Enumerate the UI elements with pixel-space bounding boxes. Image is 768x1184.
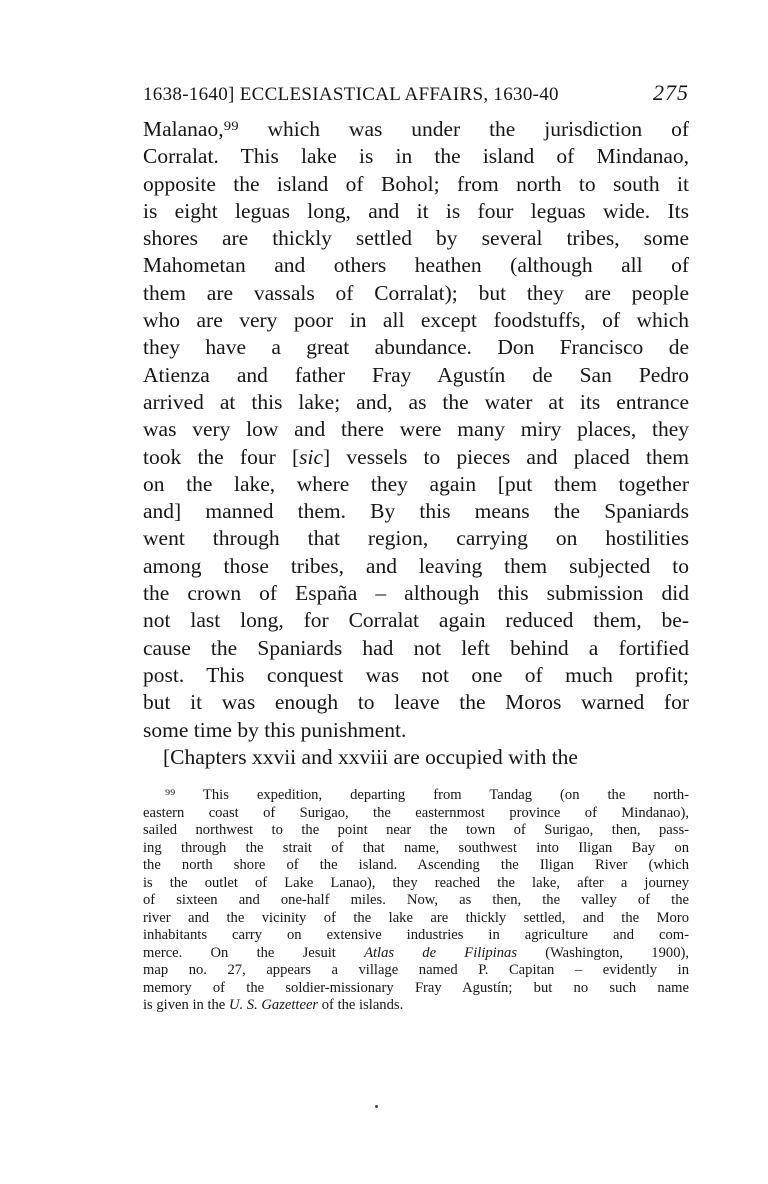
footnote [143,787,689,1015]
ink-speck [375,1105,378,1108]
body-line: but it was enough to leave the Moros warned for [143,690,689,715]
footnote-line: the north shore of the island. Ascending the Iligan River (which [143,857,689,874]
body-line: arrived at this lake; and, as the water at its entrance [143,389,689,414]
footnote-marker: ⁹⁹ [165,787,176,804]
page-number: 275 [653,80,689,105]
footnote-line: of sixteen and one-half miles. Now, as then, the valley of the [143,892,689,909]
footnote-line: ing through the strait of that name, southwest into Iligan Bay on [143,839,689,856]
footnote-line: eastern coast of Surigao, the easternmost province of Mindanao), [143,804,689,821]
body-line: Mahometan and others heathen (although all of [143,253,689,278]
running-head [143,80,689,106]
footnote-line: map no. 27, appears a village named P. Capitan – evidently in [143,962,689,979]
body-line: among those tribes, and leaving them subjected to [143,553,689,578]
body-line-sic-tail: ] vessels to pieces and placed them [323,444,689,469]
footnote-line: is the outlet of Lake Lanao), they reached the lake, after a journey [143,874,689,891]
running-head-chapter-title: ECCLESIASTICAL AFFAIRS, 1630-40 [239,84,559,105]
body-line: they have a great abundance. Don Francisco de [143,335,689,360]
footnote-line: sailed northwest to the point near the town of Surigao, then, pass- [143,822,689,839]
body-line: [Chapters xxvii and xxviii are occupied with the [163,744,578,769]
running-head-date-range: 1638-1640] [143,84,235,105]
body-line: was very low and there were many miry places, they [143,417,689,442]
body-line-with-sic [143,444,689,471]
body-line: the crown of España – although this submission did [143,581,689,606]
body-line: shores are thickly settled by several tribes, some [143,226,689,251]
body-text [143,116,689,771]
body-line: Corralat. This lake is in the island of Mindanao, [143,144,689,169]
footnote-line-atlas: merce. On the Jesuit Atlas de Filipinas (Washington, 1900), [143,944,689,961]
footnote-line: memory of the soldier-missionary Fray Agustín; but no such name [143,979,689,996]
body-line-sic-head: took the four [ [143,444,300,469]
footnote-line: ⁹⁹ This expedition, departing from Tandag (on the north- [165,787,689,804]
sic-word: sic [299,444,324,469]
body-line: and] manned them. By this means the Spaniards [143,499,689,524]
body-line: Malanao,⁹⁹ which was under the jurisdiction of [143,117,689,141]
body-line: opposite the island of Bohol; from north to south it [143,171,689,196]
footnote-line: river and the vicinity of the lake are thickly settled, and the Moro [143,909,689,926]
atlas-title: Atlas de Filipinas [364,944,517,961]
body-line: not last long, for Corralat again reduced them, be- [143,608,689,633]
body-line: on the lake, where they again [put them together [143,471,689,496]
body-line: post. This conquest was not one of much profit; [143,662,689,687]
body-line: them are vassals of Corralat); but they are people [143,280,689,305]
footnote-line: inhabitants carry on extensive industries in agriculture and com- [143,927,689,944]
body-line: some time by this punishment. [143,717,407,742]
body-line: is eight leguas long, and it is four leguas wide. Its [143,198,689,223]
gazetteer-title: U. S. Gazetteer [228,997,319,1014]
footnote-line-gazetteer: is given in the U. S. Gazetteer of the islands. [143,997,404,1014]
body-line: Atienza and father Fray Agustín de San Pedro [143,362,689,387]
body-line: who are very poor in all except foodstuffs, of which [143,308,689,333]
body-line: went through that region, carrying on hostilities [143,526,689,551]
book-page [143,80,689,1015]
running-head-title [143,84,559,106]
body-line: cause the Spaniards had not left behind a fortified [143,635,689,660]
